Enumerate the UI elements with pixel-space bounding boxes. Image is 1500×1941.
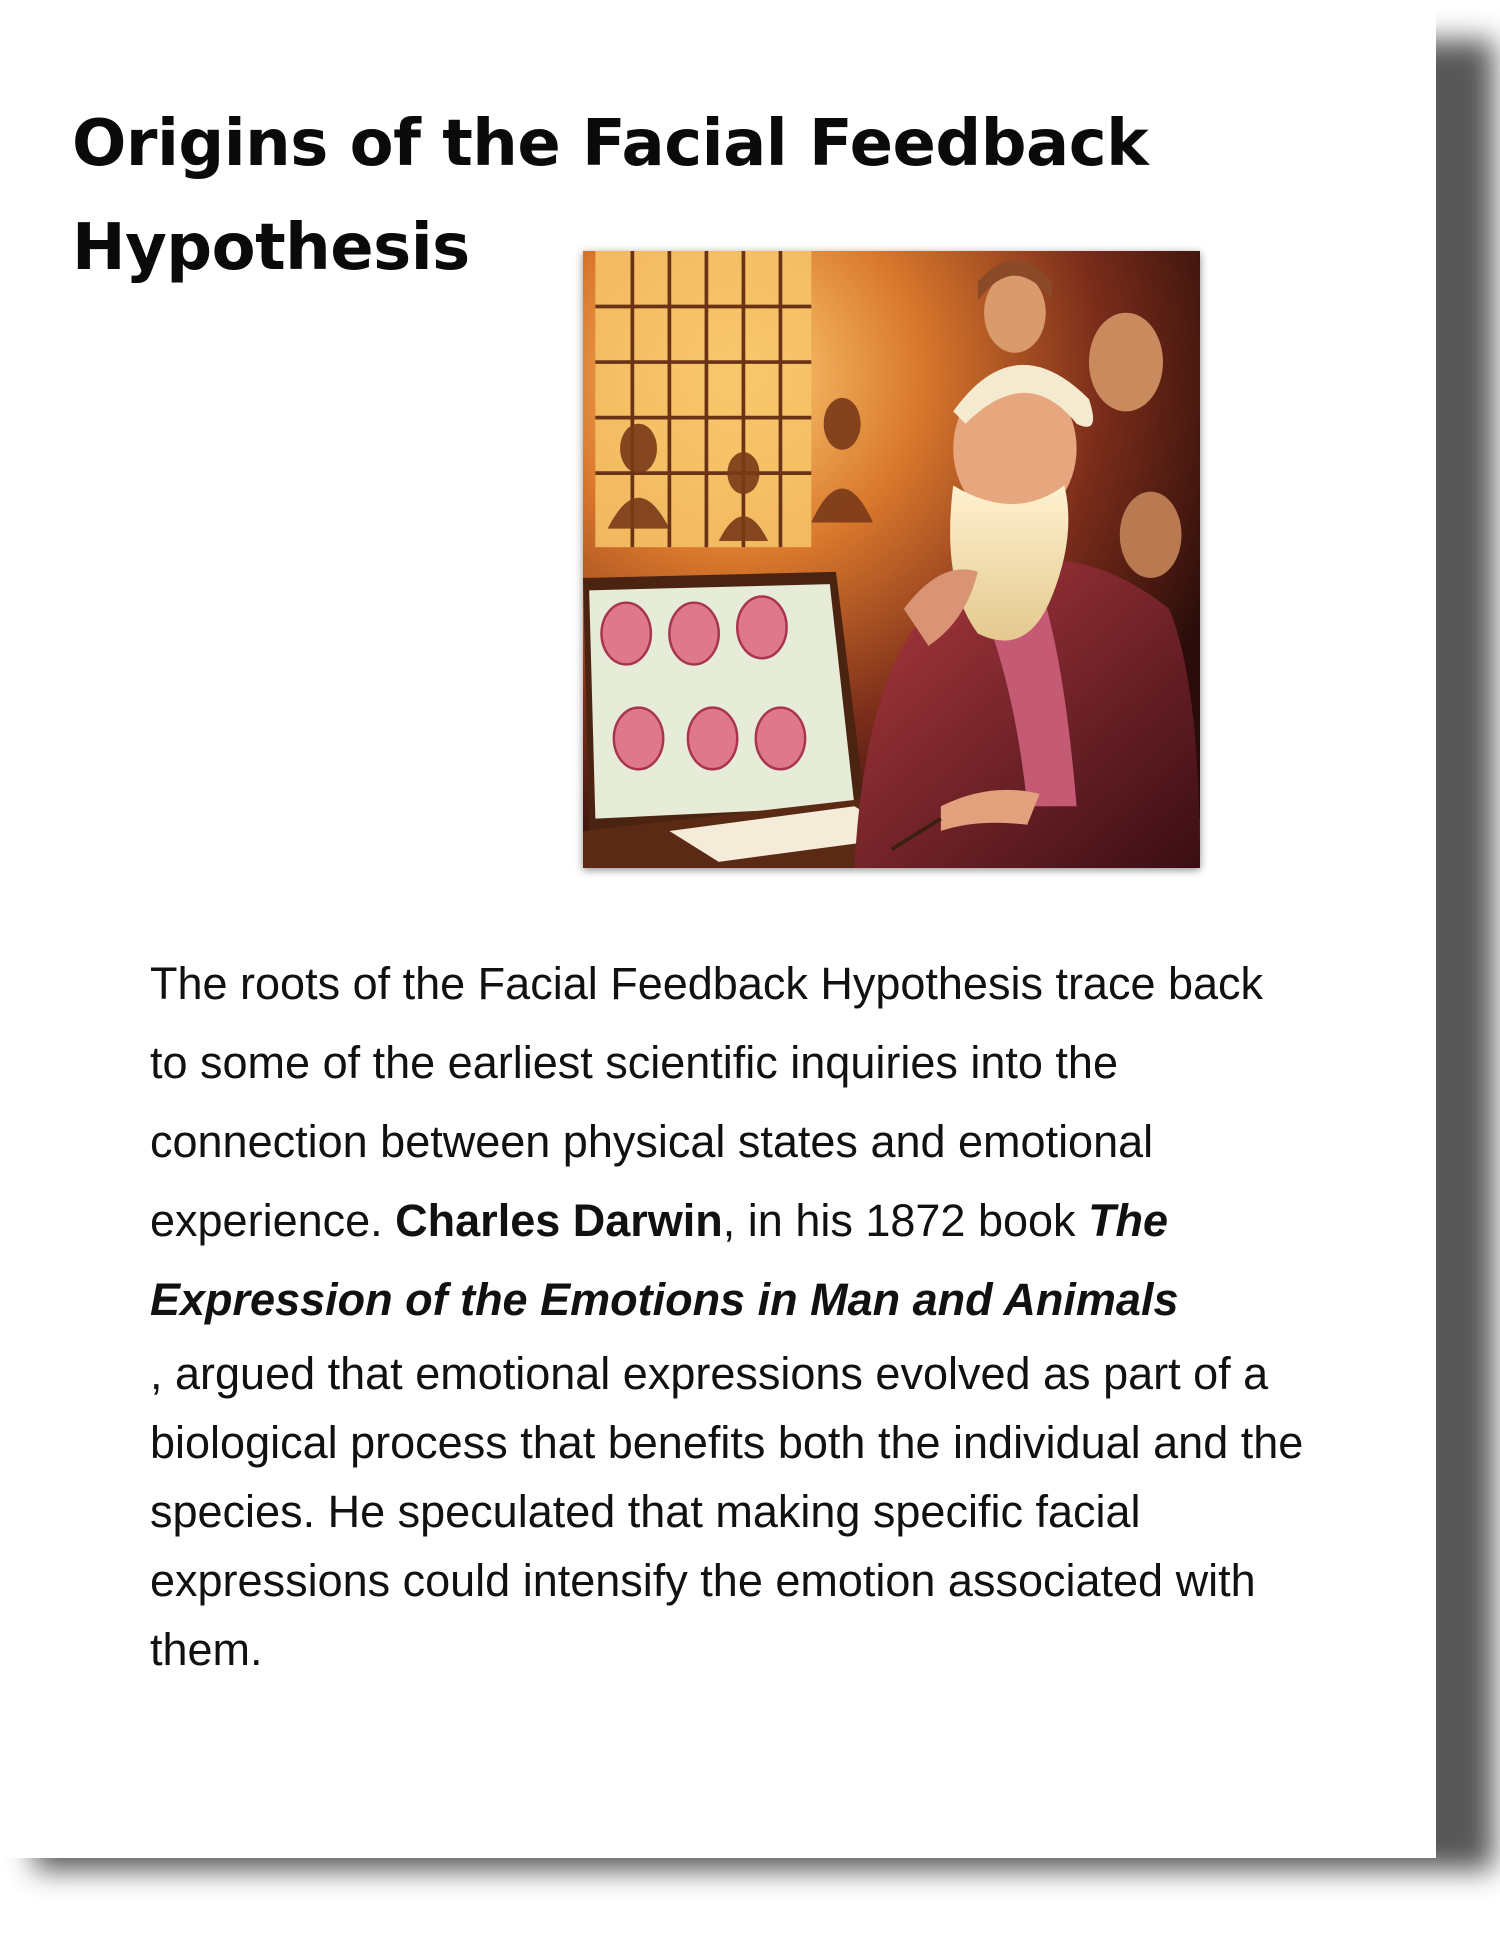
body-text-part3: , argued that emotional expressions evolved as part of a biological process that benefits both the individual and the species. He speculated that making specific facial expressions could intensify the emotion associated with them. bbox=[150, 1348, 1304, 1675]
body-paragraph bbox=[150, 944, 1310, 1684]
person-name: Charles Darwin bbox=[395, 1195, 723, 1246]
book-title: The Expression of the Emotions in Man and Animals bbox=[150, 1195, 1179, 1325]
body-text-part2: , in his 1872 book bbox=[722, 1195, 1076, 1246]
page-title: Origins of the Facial Feedback Hypothesis bbox=[72, 107, 1149, 285]
darwin-illustration bbox=[583, 251, 1200, 868]
body-text-part1: The roots of the Facial Feedback Hypothesis trace back to some of the earliest scientific inquiries into the connection between physical states and emotional experience. bbox=[150, 958, 1264, 1246]
paragraph-rest bbox=[150, 1339, 1310, 1684]
paragraph-lead bbox=[150, 944, 1310, 1339]
